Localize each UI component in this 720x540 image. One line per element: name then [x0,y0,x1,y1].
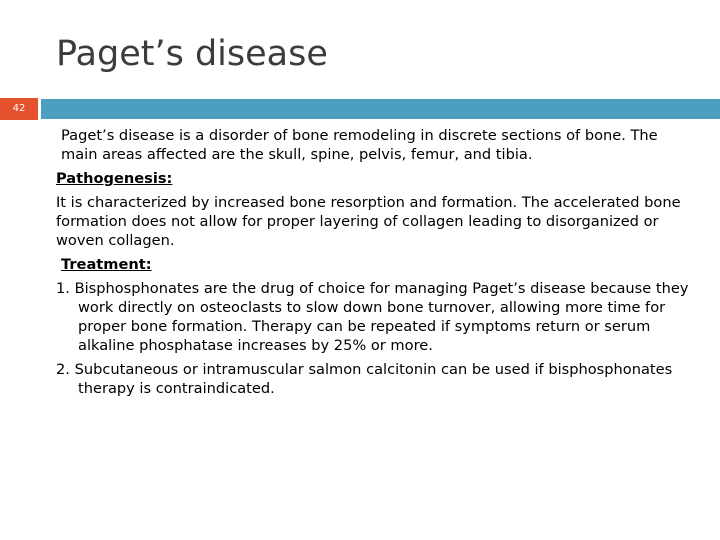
treatment-item-2: 2. Subcutaneous or intramuscular salmon calcitonin can be used if bisphosphonates therapy is contraindicated. [56,361,673,397]
intro-paragraph: Paget’s disease is a disorder of bone remodeling in discrete sections of bone. The main areas affected are the skull, spine, pelvis, femur, and tibia. [61,127,658,163]
slide-title: Paget’s disease [56,34,328,74]
treatment-heading: Treatment: [61,256,152,273]
accent-bar [41,99,720,119]
header-bar [0,98,720,120]
slide-number-badge: 42 [0,98,38,120]
pathogenesis-heading: Pathogenesis: [56,170,173,187]
slide-body [56,126,696,403]
treatment-item-1: 1. Bisphosphonates are the drug of choice for managing Paget’s disease because they work directly on osteoclasts to slow down bone turnover, allowing more time for proper bone formation. Therapy can be repeated if symptoms return or serum alkaline phosphatase increases by 25% or more. [56,280,689,354]
pathogenesis-paragraph: It is characterized by increased bone resorption and formation. The accelerated bone formation does not allow for proper layering of collagen leading to disorganized or woven collagen. [56,194,681,249]
